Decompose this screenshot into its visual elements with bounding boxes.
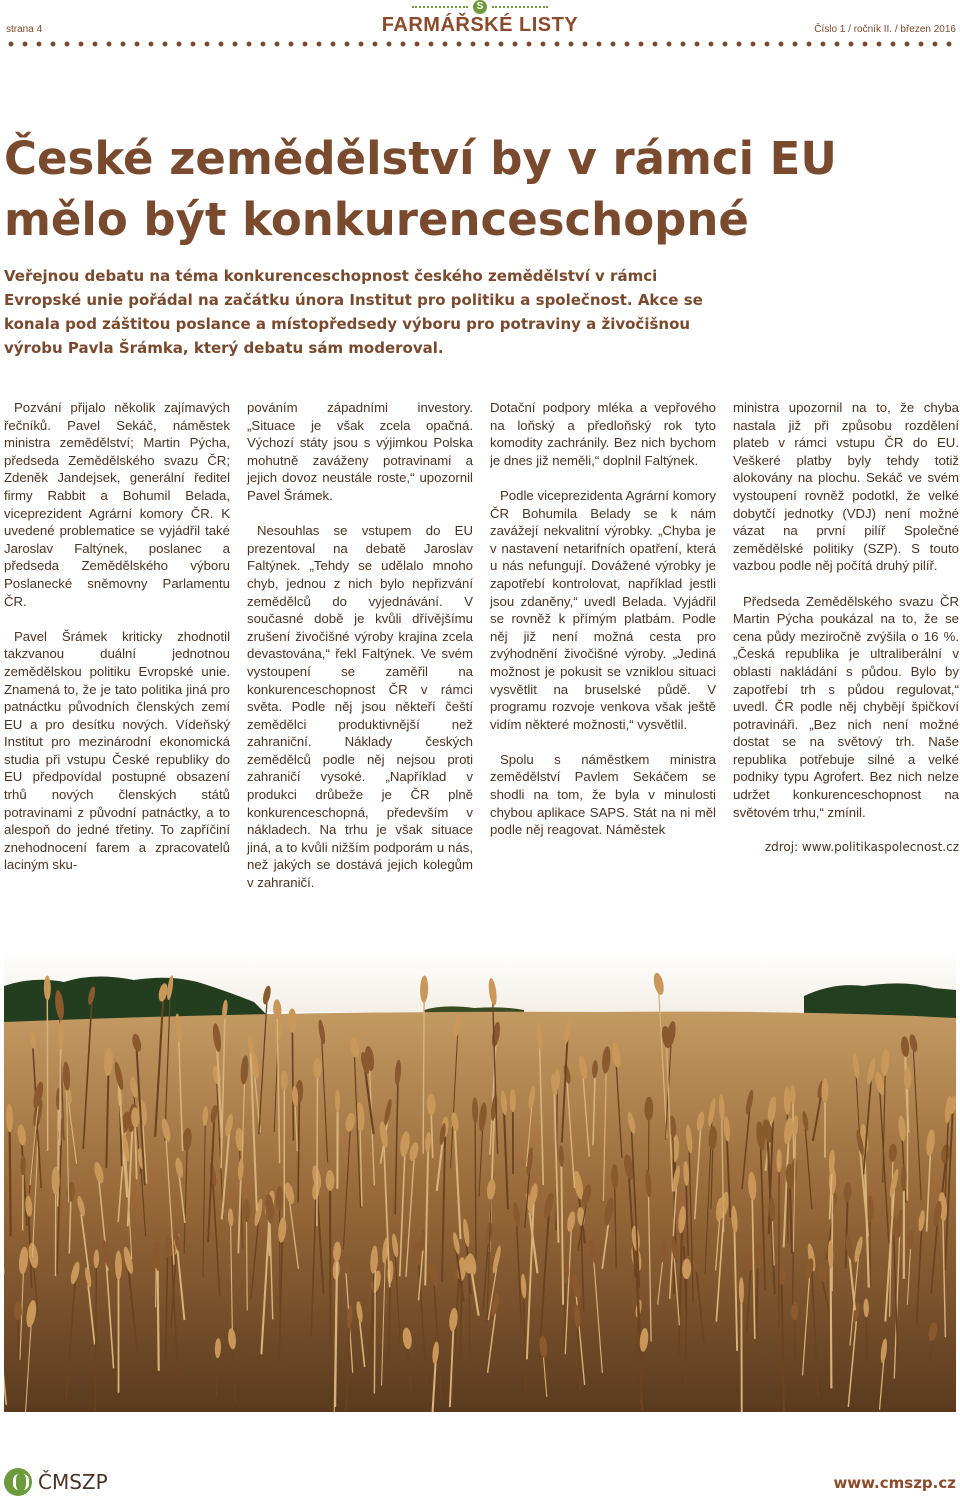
wheat-stalk [247, 1219, 248, 1311]
article-column-1 [4, 399, 230, 892]
dotted-divider [4, 40, 956, 48]
paragraph: Předseda Zemědělského svazu ČR Martin Pýcha poukázal na to, že se cena půdy meziročně zvýšila o 16 %. „Česká republika je ultraliberální v oblasti nakládání s půdou. Bylo by zapotřebí trh s půdou regulovat,“ uvedl. ČR podle něj chybějí špičkoví potravináři. „Bez nich není možné dostat se na světový trh. Naše republika potřebuje silné a velké podniky typu Agrofert. Bez nich nelze udržet konkurenceschopnost na světovém trhu,“ zmínil. [733, 593, 959, 820]
masthead-title: FARMÁŘSKÉ LISTY [381, 14, 579, 36]
article-title-line1: České zemědělství by v rámci EU [4, 132, 837, 185]
page-number: strana 4 [6, 24, 43, 35]
paragraph: Podle viceprezidenta Agrární komory ČR Bohumila Belady se k nám zavážejí nekvalitní výrobky. „Chyba je v nastavení netarifních opatření, která u nás nefungují. Dovážené výrobky je zapotřebí kontrolovat, například jestli jsou zdaněny,“ uvedl Belada. Vyjádřil se rovněž k přímým platbám. Podle něj již není možná cesta pro zvýhodnění živočišné výroby. „Jediná možnost je pokusit se vzniklou situaci vysvětlit na bruselské půdě. V programu rozvoje venkova však ještě vidím některé možnosti,“ vysvětlil. [490, 487, 716, 732]
wheat-stalk [831, 1262, 832, 1388]
page-header [0, 0, 960, 56]
paragraph: ministra upozornil na to, že chyba nastala již při způsobu rozdělení plateb v rámci vstupu ČR do EU. Veškeré platby byly tehdy totiž alokovány na plochu. Sekáč ve svém vystoupení rovněž podotkl, že velké dobytčí jednotky (VDJ) není možné vázat na první pilíř Společné zemědělské politiky (SZP). S touto vazbou podle něj počítá druhý pilíř. [733, 400, 959, 574]
wheat-head [821, 1078, 828, 1103]
footer-brand: ČMSZP [38, 1470, 108, 1494]
paragraph: Pavel Šrámek kriticky zhodnotil takzvanou duální jednotnou zemědělskou politiku Evropské unie. Znamená to, že je tato politika jiná pro patnáctku původních členských zemí EU a pro desítku nových. Vídeňský Institut pro mezinárodní ekonomická studia při vstupu České republiky do EU předpovídal postupné obsazení trhů nových členských států potravinami z původní patnáctky, a to alespoň do jedné třetiny. To zapříčiní znehodnocení farem a zpracovatelů laciným sku- [4, 628, 230, 873]
paragraph: pováním západními investory. „Situace je však zcela opačná. Výchozí státy jsou s výjimkou Polska mohutně zaváženy potravinami a jejich dovoz neustále roste,“ upozornil Pavel Šrámek. [247, 400, 473, 503]
wheat-head [281, 1071, 288, 1091]
wheat-stalk [374, 1269, 375, 1393]
footer-website-link[interactable]: www.cmszp.cz [833, 1474, 956, 1492]
masthead-ornament-left [412, 6, 468, 8]
cmszp-logo-mark [13, 1474, 29, 1490]
wheat-stalk [292, 1029, 293, 1141]
article-source: zdroj: www.politikaspolecnost.cz [764, 839, 959, 854]
wheat-head [901, 1164, 907, 1191]
paragraph: Dotační podpory mléka a vepřového na loňský a předloňský rok tyto komodity zachránily. Bez nich bychom je dnes již neměli,“ doplnil Faltýnek. [490, 400, 716, 468]
article-title-line2: mělo být konkurenceschopné [4, 193, 749, 246]
wheat-stalk [60, 1043, 61, 1145]
paragraph: Spolu s náměstkem ministra zemědělství Pavlem Sekáčem se shodli na tom, že byla v minulosti chybou aplikace SAPS. Stát na ni měl podle něj reagovat. Náměstek [490, 751, 716, 838]
masthead-logo-icon: S [473, 0, 487, 14]
wheat-field-illustration [4, 952, 956, 1412]
masthead-ornament-right [492, 6, 548, 8]
article-column-2 [247, 399, 473, 909]
wheat-stalk [158, 1265, 159, 1371]
wheat-stalk [475, 1119, 476, 1260]
paragraph: Nesouhlas se vstupem do EU prezentoval na debatě Jaroslav Faltýnek. „Tehdy se udělalo mnoho chyb, jednou z nich bylo nepřizvání zemědělců do vyjednávání. V současné době je kvůli dřívějšímu zrušení živočišné výroby krajina zcela devastována,“ řekl Faltýnek. Ve svém vystoupení se zaměřil na konkurenceschopnost ČR v rámci světa. Podle něj jsou někteří čeští zemědělci produktivnější než zahraniční. Náklady českých zemědělců podle něj nejsou proti zahraničí vysoké. „Například v produkci drůbeže je ČR plně konkurenceschopná, především v nákladech. Na trhu je však situace jiná, a to kvůli nižším podporám u nás, než jakých se dostává jejich kolegům v zahraničí. [247, 523, 473, 891]
issue-info: Číslo 1 / ročník II. / březen 2016 [814, 24, 956, 35]
cmszp-logo-icon [4, 1468, 32, 1496]
wheat-stalk [832, 1189, 833, 1291]
article-column-4 [733, 399, 959, 874]
wheat-stalk [866, 1316, 867, 1364]
wheat-field-photo [4, 952, 956, 1412]
wheat-stalk [58, 1107, 59, 1207]
wheat-head [115, 1250, 122, 1280]
wheat-stalk [18, 1319, 19, 1362]
photo-field [4, 1012, 956, 1412]
paragraph: Pozvání přijalo několik zajímavých řečníků. Pavel Sekáč, náměstek ministra zemědělství; Martin Pýcha, předseda Zemědělského svazu ČR; Zdeněk Jandejsek, generální ředitel firmy Rabbit a Bohumil Belada, viceprezident Agrární komory ČR. K uvedené problematice se vyjádřil také Jaroslav Faltýnek, poslanec a předseda Zemědělského výboru Poslanecké sněmovny Parlamentu ČR. [4, 400, 230, 609]
article-column-3 [490, 399, 716, 856]
article-lead: Veřejnou debatu na téma konkurenceschopnost českého zemědělství v rámci Evropské unie pořádal na začátku února Institut pro politiku a společnost. Akce se konala pod záštitou poslance a místopředsedy výboru pro potraviny a živočišnou výrobu Pavla Šrámka, který debatu sám moderoval. [4, 267, 703, 357]
wheat-stalk [423, 997, 424, 1154]
wheat-stalk [10, 1126, 11, 1236]
wheat-stalk [156, 1263, 157, 1307]
article-title [4, 128, 904, 250]
